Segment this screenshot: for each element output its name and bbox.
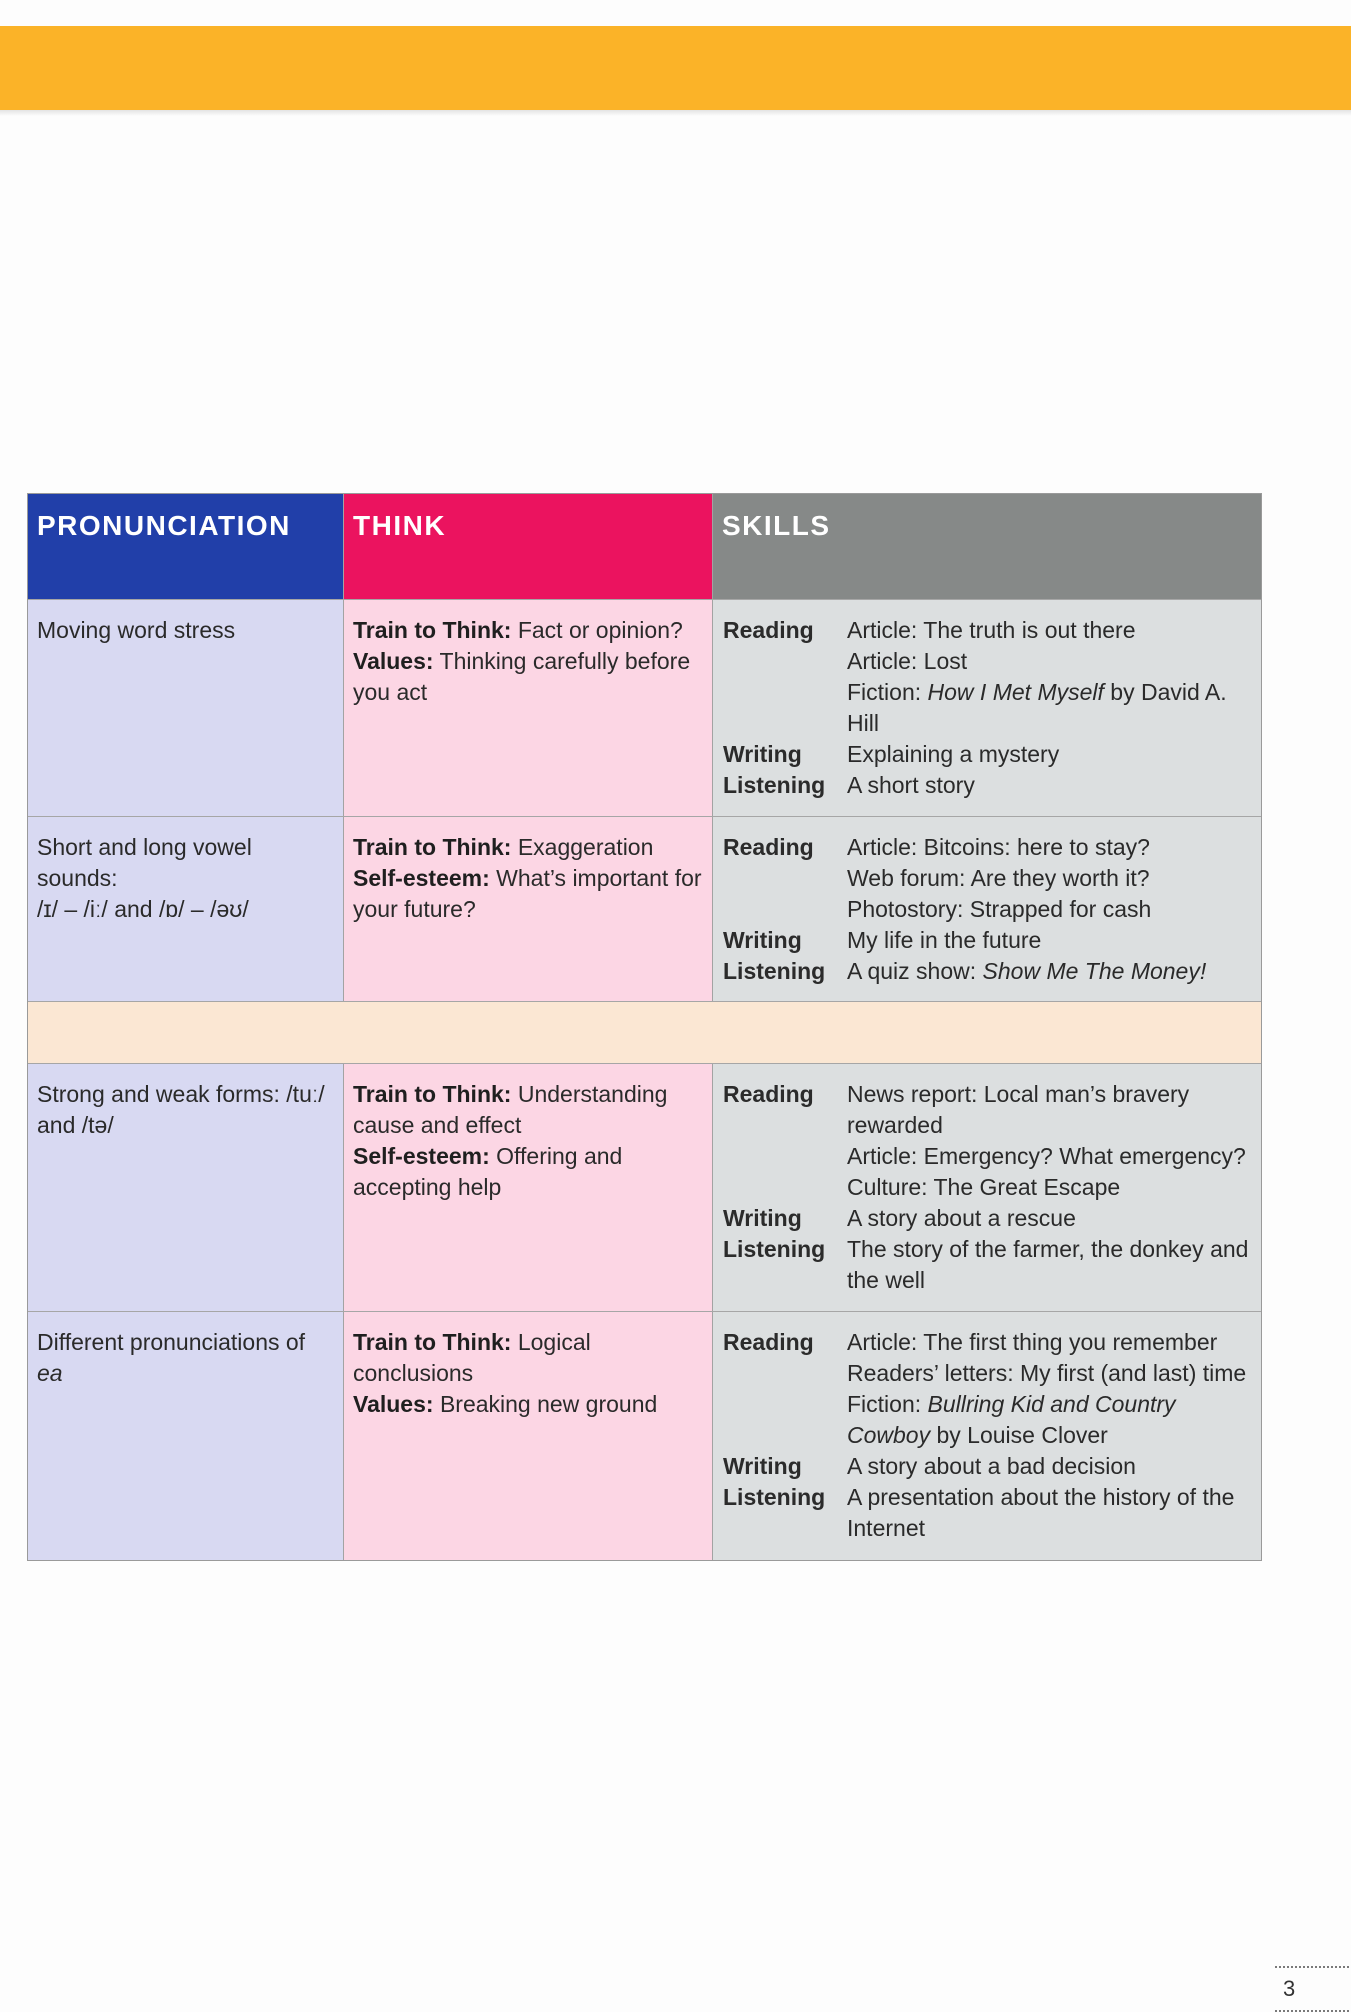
skill-item: Explaining a mystery — [847, 741, 1060, 767]
skill-item: A story about a rescue — [847, 1205, 1076, 1231]
skill-item: Fiction: Bullring Kid and Country Cowboy by Louise Clover — [847, 1391, 1176, 1448]
writing-label: Writing — [723, 1205, 802, 1231]
skill-item: A presentation about the history of the Internet — [847, 1484, 1235, 1541]
pronunciation-cell — [28, 817, 344, 1001]
pronunciation-symbols: /ɪ/ – /iː/ and /ɒ/ – /əʊ/ — [37, 896, 249, 922]
fiction-title: How I Met Myself — [927, 679, 1104, 705]
skill-item: Fiction: How I Met Myself by David A. Hill — [847, 679, 1227, 736]
pronunciation-text: Short and long vowel sounds: — [37, 834, 252, 891]
pronunciation-text: Different pronunciations of — [37, 1329, 306, 1355]
think-cell — [344, 1064, 713, 1311]
think-cell — [344, 817, 713, 1001]
skill-item: News report: Local man’s bravery rewarded — [847, 1081, 1190, 1138]
skills-cell — [713, 600, 1261, 816]
skill-item: Readers’ letters: My first (and last) time — [847, 1360, 1247, 1386]
skill-item: Article: The first thing you remember — [847, 1329, 1218, 1355]
skill-item: A quiz show: Show Me The Money! — [847, 958, 1207, 984]
skill-item: A short story — [847, 772, 975, 798]
reading-label: Reading — [723, 1081, 814, 1107]
skills-cell — [713, 1064, 1261, 1311]
header-row — [28, 494, 1261, 599]
reading-items — [847, 1327, 1261, 1451]
pronunciation-text: Moving word stress — [37, 617, 236, 643]
table-row — [28, 1311, 1261, 1560]
table-row — [28, 599, 1261, 816]
pronunciation-header: PRONUNCIATION — [28, 494, 344, 599]
pronunciation-cell — [28, 1312, 344, 1560]
think-text: Fact or opinion? — [517, 617, 683, 643]
skill-item: My life in the future — [847, 927, 1042, 953]
band-shadow — [0, 110, 1351, 116]
listening-label: Listening — [723, 958, 826, 984]
table-row — [28, 1063, 1261, 1311]
skills-cell — [713, 817, 1261, 1001]
think-text: Offering and accepting help — [353, 1143, 623, 1200]
think-cell — [344, 600, 713, 816]
think-label: Values: — [353, 1391, 434, 1417]
listening-label: Listening — [723, 772, 826, 798]
pronunciation-italic: ea — [37, 1360, 63, 1386]
think-line — [353, 646, 703, 708]
think-label: Self-esteem: — [353, 865, 490, 891]
think-line — [353, 863, 703, 925]
think-header: THINK — [344, 494, 713, 599]
skill-item: A story about a bad decision — [847, 1453, 1136, 1479]
skill-item: Web forum: Are they worth it? — [847, 865, 1150, 891]
think-label: Self-esteem: — [353, 1143, 490, 1169]
skills-header: SKILLS — [713, 494, 1261, 599]
skill-item: Article: Bitcoins: here to stay? — [847, 834, 1150, 860]
writing-label: Writing — [723, 741, 802, 767]
skill-item: Article: Lost — [847, 648, 968, 674]
reading-items — [847, 1079, 1261, 1203]
think-line — [353, 1079, 703, 1141]
think-text: Understanding cause and effect — [353, 1081, 668, 1138]
fiction-title: Bullring Kid and Country Cowboy — [847, 1391, 1176, 1448]
think-label: Train to Think: — [353, 1081, 512, 1107]
think-text: Logical conclusions — [353, 1329, 591, 1386]
page-number: 3 — [1275, 1966, 1349, 2012]
table-row — [28, 816, 1261, 1001]
skill-item: The story of the farmer, the donkey and the well — [847, 1236, 1249, 1293]
think-line — [353, 1141, 703, 1203]
think-label: Train to Think: — [353, 1329, 512, 1355]
think-text: Breaking new ground — [439, 1391, 658, 1417]
pronunciation-text: Strong and weak forms: /tuː/ and /tə/ — [37, 1081, 325, 1138]
skills-cell — [713, 1312, 1261, 1560]
unit-separator — [28, 1001, 1261, 1063]
writing-label: Writing — [723, 1453, 802, 1479]
think-line — [353, 615, 703, 646]
think-line — [353, 1389, 703, 1420]
reading-label: Reading — [723, 617, 814, 643]
skill-item: Culture: The Great Escape — [847, 1174, 1121, 1200]
pronunciation-cell — [28, 1064, 344, 1311]
reading-items — [847, 615, 1261, 739]
think-line — [353, 832, 703, 863]
think-label: Values: — [353, 648, 434, 674]
skill-item: Article: Emergency? What emergency? — [847, 1143, 1246, 1169]
pronunciation-cell — [28, 600, 344, 816]
reading-label: Reading — [723, 1329, 814, 1355]
think-text: Exaggeration — [517, 834, 654, 860]
top-color-band — [0, 26, 1351, 110]
quiz-title: Show Me The Money! — [982, 958, 1207, 984]
think-cell — [344, 1312, 713, 1560]
writing-label: Writing — [723, 927, 802, 953]
skill-item: Article: The truth is out there — [847, 617, 1136, 643]
think-text: What’s important for your future? — [353, 865, 702, 922]
think-label: Train to Think: — [353, 834, 512, 860]
think-line — [353, 1327, 703, 1389]
reading-label: Reading — [723, 834, 814, 860]
listening-label: Listening — [723, 1236, 826, 1262]
think-label: Train to Think: — [353, 617, 512, 643]
listening-label: Listening — [723, 1484, 826, 1510]
think-text: Thinking carefully before you act — [353, 648, 691, 705]
skill-item: Photostory: Strapped for cash — [847, 896, 1152, 922]
syllabus-table — [27, 493, 1262, 1561]
reading-items — [847, 832, 1261, 925]
